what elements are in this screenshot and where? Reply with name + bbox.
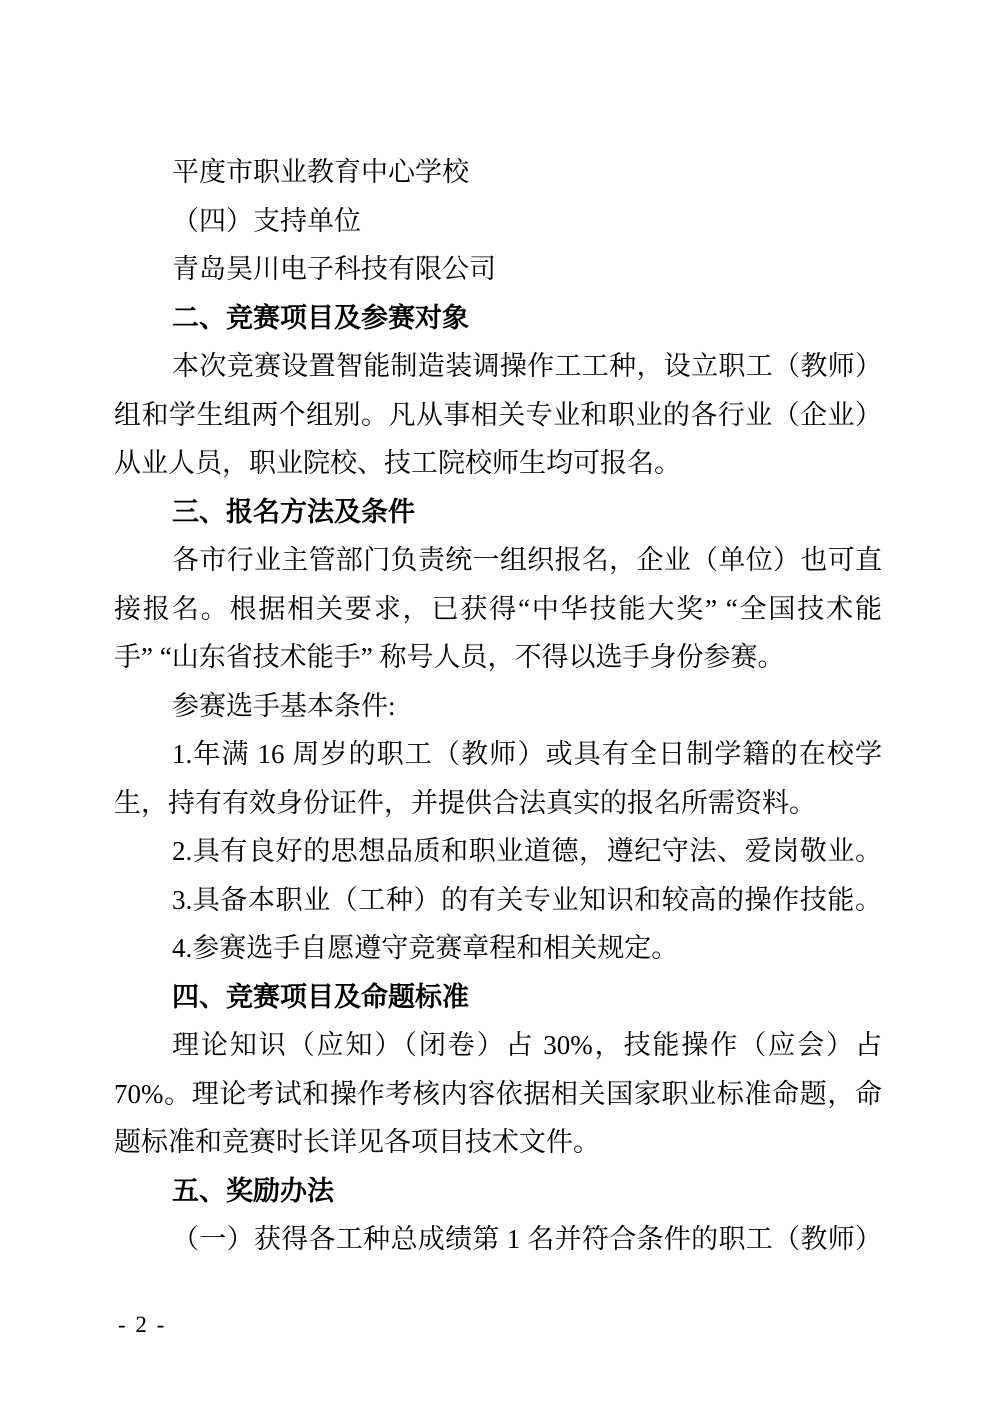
- text-line: （四）支持单位: [172, 205, 361, 236]
- text-line: 接报名。根据相关要求，已获得“中华技能大奖” “全国技术能: [114, 593, 882, 624]
- document-body: [114, 148, 882, 1264]
- text-line: 青岛昊川电子科技有限公司: [172, 254, 496, 284]
- text-line: 题标准和竞赛时长详见各项目技术文件。: [114, 1127, 600, 1157]
- text-line: 本次竞赛设置智能制造装调操作工工种，设立职工（教师）: [172, 351, 882, 381]
- text-line: 从业人员，职业院校、技工院校师生均可报名。: [114, 448, 681, 478]
- text-line: 1.年满 16 周岁的职工（教师）或具有全日制学籍的在校学: [172, 739, 882, 769]
- text-line: 平度市职业教育中心学校: [172, 157, 469, 187]
- text-line: 70%。理论考试和操作考核内容依据相关国家职业标准命题，命: [114, 1078, 882, 1109]
- text-line: 手” “山东省技术能手” 称号人员，不得以选手身份参赛。: [114, 642, 785, 672]
- text-line: 2.具有良好的思想品质和职业道德，遵纪守法、爱岗敬业。: [172, 836, 882, 866]
- text-line: （一）获得各工种总成绩第 1 名并符合条件的职工（教师）: [172, 1224, 882, 1254]
- text-line: 4.参赛选手自愿遵守竞赛章程和相关规定。: [172, 933, 679, 963]
- text-line: 二、竞赛项目及参赛对象: [172, 302, 469, 333]
- text-line: 三、报名方法及条件: [172, 496, 415, 527]
- text-line: 生，持有有效身份证件，并提供合法真实的报名所需资料。: [114, 787, 816, 818]
- text-line: 五、奖励办法: [172, 1175, 334, 1206]
- page-number: - 2 -: [118, 1312, 167, 1337]
- text-line: 3.具备本职业（工种）的有关专业知识和较高的操作技能。: [172, 884, 882, 915]
- text-line: 参赛选手基本条件:: [172, 690, 396, 721]
- text-line: 组和学生组两个组别。凡从事相关专业和职业的各行业（企业）: [114, 399, 882, 430]
- text-line: 理论知识（应知）（闭卷）占 30%，技能操作（应会）占: [172, 1030, 882, 1060]
- text-line: 各市行业主管部门负责统一组织报名，企业（单位）也可直: [172, 545, 882, 575]
- text-line: 四、竞赛项目及命题标准: [172, 981, 469, 1012]
